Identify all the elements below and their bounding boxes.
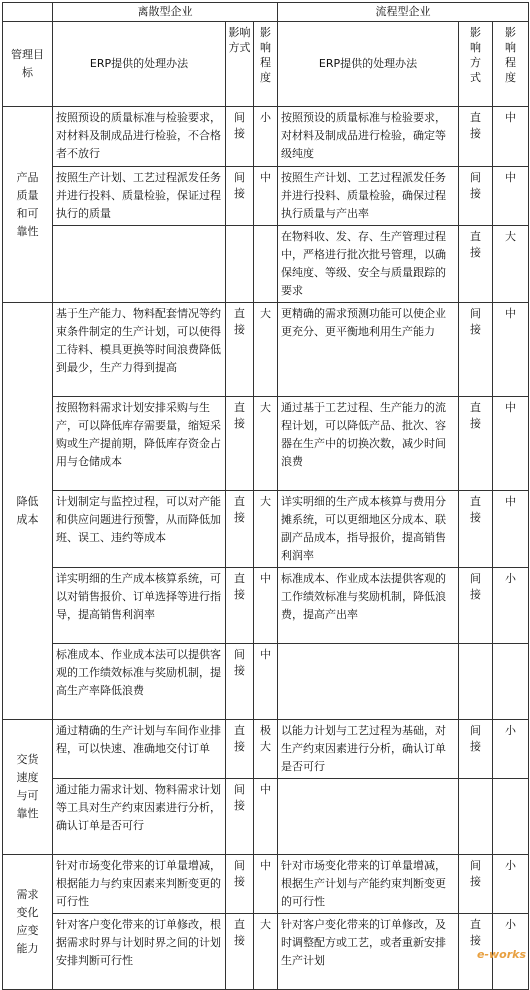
d-method-cell: 详实明细的生产成本核算系统，可以对销售报价、订单选择等进行指导，提高销售利润率 xyxy=(53,568,226,644)
process-header: 流程型企业 xyxy=(278,3,529,22)
discrete-header: 离散型企业 xyxy=(53,3,278,22)
table-row xyxy=(3,568,529,644)
p-mode-cell: 间接 xyxy=(459,303,493,397)
p-mode-cell: 直接 xyxy=(459,226,493,303)
goal-cell: 需求变化应变能力 xyxy=(3,855,53,990)
p-mode-header: 影响方式 xyxy=(459,22,493,107)
p-degree-cell: 中 xyxy=(493,397,529,491)
watermark-logo: e-works xyxy=(476,948,526,961)
corner-cell xyxy=(3,3,53,22)
d-mode-cell: 间接 xyxy=(226,167,254,226)
p-method-cell: 更精确的需求预测功能可以使企业更充分、更平衡地利用生产能力 xyxy=(278,303,459,397)
d-method-cell: 基于生产能力、物料配套情况等约束条件制定的生产计划，可以使得工待料、模具更换等时间浪费降低到最少，生产力得到提高 xyxy=(53,303,226,397)
d-degree-cell: 中 xyxy=(254,644,278,720)
p-method-cell xyxy=(278,779,459,855)
table-row xyxy=(3,644,529,720)
p-mode-cell: 间接 xyxy=(459,568,493,644)
d-degree-cell: 中 xyxy=(254,855,278,914)
p-method-cell: 按照预设的质量标准与检验要求，对材料及制成品进行检验，确定等级纯度 xyxy=(278,107,459,167)
d-method-cell: 通过能力需求计划、物料需求计划等工具对生产约束因素进行分析，确认订单是否可行 xyxy=(53,779,226,855)
p-method-cell: 以能力计划与工艺过程为基础，对生产约束因素进行分析，确认订单是否可行 xyxy=(278,720,459,779)
p-degree-cell: 中 xyxy=(493,167,529,226)
p-degree-cell: 中 xyxy=(493,303,529,397)
p-method-header: ERP提供的处理办法 xyxy=(278,22,459,107)
d-degree-cell: 中 xyxy=(254,167,278,226)
p-method-cell: 详实明细的生产成本核算与费用分摊系统，可以更细地区分成本、联副产品成本，指导报价，提高销售利润率 xyxy=(278,491,459,568)
column-header-row xyxy=(3,22,529,107)
p-degree-cell xyxy=(493,644,529,720)
p-degree-cell: 中 xyxy=(493,107,529,167)
d-degree-cell: 中 xyxy=(254,779,278,855)
p-method-cell: 标准成本、作业成本法提供客观的工作绩效标准与奖励机制，降低浪费，提高产出率 xyxy=(278,568,459,644)
d-mode-cell: 直接 xyxy=(226,720,254,779)
table-row xyxy=(3,720,529,779)
erp-comparison-table xyxy=(2,2,529,990)
d-mode-cell: 间接 xyxy=(226,855,254,914)
d-method-cell: 按照生产计划、工艺过程派发任务并进行投料、质量检验，保证过程执行的质量 xyxy=(53,167,226,226)
p-degree-cell: 小 xyxy=(493,855,529,914)
group-header-row xyxy=(3,3,529,22)
p-degree-cell xyxy=(493,779,529,855)
p-method-cell: 针对客户变化带来的订单修改，及时调整配方或工艺，或者重新安排生产计划 xyxy=(278,914,459,990)
goal-cell: 产品质量和可靠性 xyxy=(3,107,53,303)
d-method-cell: 按照预设的质量标准与检验要求，对材料及制成品进行检验，不合格者不放行 xyxy=(53,107,226,167)
table-row xyxy=(3,855,529,914)
table-row xyxy=(3,167,529,226)
d-degree-cell: 大 xyxy=(254,303,278,397)
p-mode-cell: 间接 xyxy=(459,167,493,226)
d-mode-cell: 直接 xyxy=(226,303,254,397)
d-degree-header: 影响程度 xyxy=(254,22,278,107)
d-degree-cell: 大 xyxy=(254,397,278,491)
p-mode-cell: 间接 xyxy=(459,855,493,914)
table-row xyxy=(3,779,529,855)
goal-cell: 交货速度与可靠性 xyxy=(3,720,53,855)
goal-header: 管理目标 xyxy=(3,22,53,107)
d-method-cell: 计划制定与监控过程，可以对产能和供应问题进行预警，从而降低加班、误工、违约等成本 xyxy=(53,491,226,568)
d-degree-cell xyxy=(254,226,278,303)
d-mode-cell: 直接 xyxy=(226,568,254,644)
goal-cell: 降低成本 xyxy=(3,303,53,720)
d-mode-cell: 直接 xyxy=(226,914,254,990)
d-mode-header: 影响方式 xyxy=(226,22,254,107)
d-degree-cell: 小 xyxy=(254,107,278,167)
p-mode-cell: 直接 xyxy=(459,397,493,491)
table-row xyxy=(3,397,529,491)
p-mode-cell: 直接 xyxy=(459,107,493,167)
p-degree-cell: 中 xyxy=(493,491,529,568)
d-method-cell: 标准成本、作业成本法可以提供客观的工作绩效标准与奖励机制，提高生产率降低浪费 xyxy=(53,644,226,720)
d-method-cell xyxy=(53,226,226,303)
table-row xyxy=(3,303,529,397)
d-degree-cell: 大 xyxy=(254,491,278,568)
d-mode-cell: 直接 xyxy=(226,491,254,568)
p-method-cell: 在物料收、发、存、生产管理过程中，严格进行批次批号管理，以确保纯度、等级、安全与质量跟踪的要求 xyxy=(278,226,459,303)
d-mode-cell: 间接 xyxy=(226,107,254,167)
p-mode-cell: 间接 xyxy=(459,720,493,779)
d-mode-cell: 间接 xyxy=(226,644,254,720)
d-mode-cell xyxy=(226,226,254,303)
table-row xyxy=(3,107,529,167)
d-degree-cell: 极大 xyxy=(254,720,278,779)
d-method-cell: 针对市场变化带来的订单量增减，根据能力与约束因素来判断变更的可行性 xyxy=(53,855,226,914)
p-mode-cell: 直接 xyxy=(459,914,493,990)
d-mode-cell: 直接 xyxy=(226,397,254,491)
table-row xyxy=(3,491,529,568)
p-mode-cell: 直接 xyxy=(459,491,493,568)
p-degree-cell: 大 xyxy=(493,226,529,303)
table-row xyxy=(3,226,529,303)
d-mode-cell: 间接 xyxy=(226,779,254,855)
p-degree-header: 影响程度 xyxy=(493,22,529,107)
d-method-header: ERP提供的处理办法 xyxy=(53,22,226,107)
p-mode-cell xyxy=(459,779,493,855)
p-degree-cell: 小 xyxy=(493,568,529,644)
p-method-cell: 按照生产计划、工艺过程派发任务并进行投料、质量检验，确保过程执行质量与产出率 xyxy=(278,167,459,226)
d-degree-cell: 大 xyxy=(254,914,278,990)
d-method-cell: 通过精确的生产计划与车间作业排程，可以快速、准确地交付订单 xyxy=(53,720,226,779)
p-degree-cell: 小 xyxy=(493,914,529,990)
p-degree-cell: 小 xyxy=(493,720,529,779)
p-method-cell xyxy=(278,644,459,720)
p-mode-cell xyxy=(459,644,493,720)
d-method-cell: 按照物料需求计划安排采购与生产，可以降低库存需要量，缩短采购或生产提前期，降低库存资金占用与仓储成本 xyxy=(53,397,226,491)
d-degree-cell: 中 xyxy=(254,568,278,644)
d-method-cell: 针对客户变化带来的订单修改，根据需求时界与计划时界之间的计划安排判断可行性 xyxy=(53,914,226,990)
p-method-cell: 针对市场变化带来的订单量增减，根据生产计划与产能约束判断变更的可行性 xyxy=(278,855,459,914)
p-method-cell: 通过基于工艺过程、生产能力的流程计划，可以降低产品、批次、容器在生产中的切换次数，减少时间浪费 xyxy=(278,397,459,491)
table-row xyxy=(3,914,529,990)
